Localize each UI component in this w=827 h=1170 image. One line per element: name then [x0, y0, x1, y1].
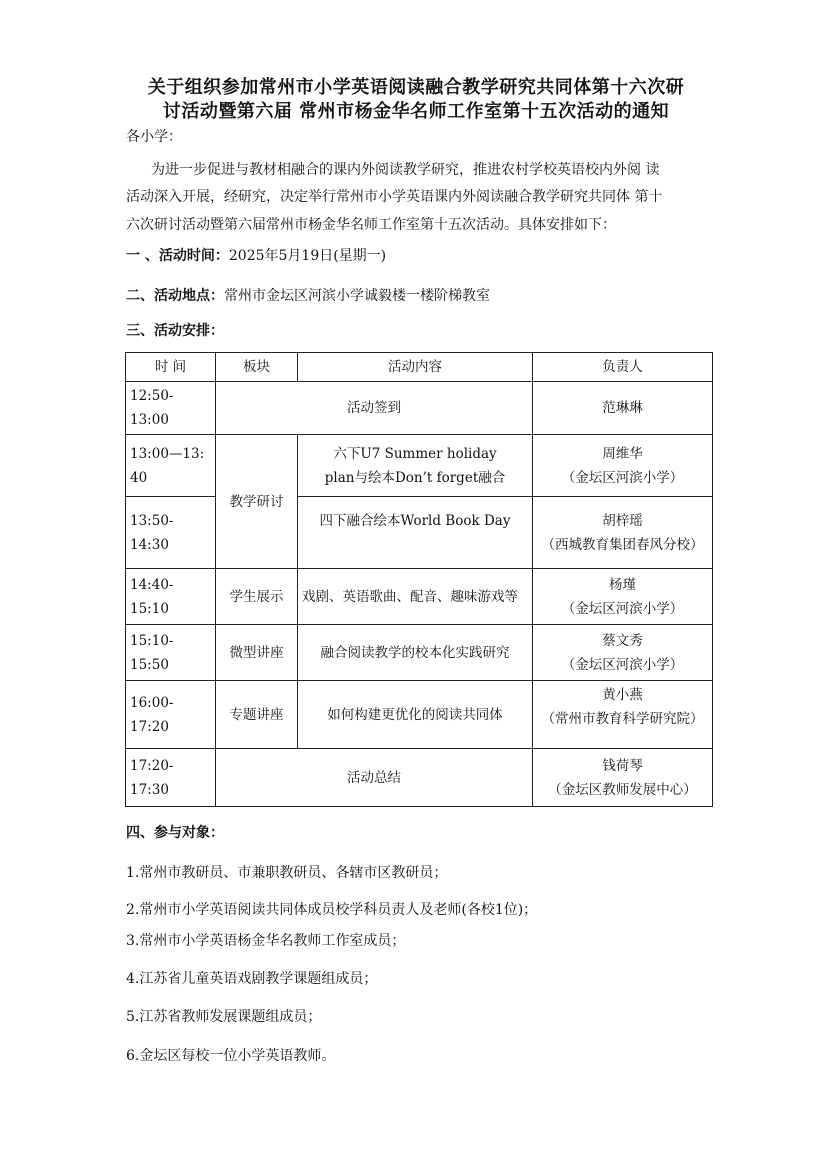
intro-line-1: 为进一步促进与教材相融合的课内外阅读教学研究，推进农村学校英语校内外阅 读 [151, 162, 660, 178]
table-row [126, 569, 713, 625]
intro-line-3: 六次研讨活动暨第六届常州市杨金华名师工作室第十五次活动。具体安排如下： [126, 217, 616, 233]
row-time: 13:00—13:40 [126, 435, 216, 497]
row-time: 14:40-15:10 [126, 569, 216, 625]
row-block: 教学研讨 [216, 435, 298, 569]
title-line-1: 关于组织参加常州市小学英语阅读融合教学研究共同体第十六次研 [147, 77, 685, 98]
person-name: 钱荷琴 [602, 757, 643, 774]
row-content: 活动签到 [216, 382, 533, 435]
list-item: 5.江苏省教师发展课题组成员； [126, 1009, 322, 1025]
row-person: 范琳琳 [533, 382, 713, 435]
header-time: 时 间 [126, 353, 216, 382]
section-location-value: 常州市金坛区河滨小学诚毅楼一楼阶梯教室 [224, 288, 490, 304]
person-org: （金坛区河滨小学） [561, 600, 684, 617]
person-name: 胡梓瑶 [602, 512, 643, 529]
title-line-2: 讨活动暨第六届 常州市杨金华名师工作室第十五次活动的通知 [162, 101, 670, 122]
row-content: 如何构建更优化的阅读共同体 [298, 681, 533, 749]
row-time: 12:50-13:00 [126, 382, 216, 435]
row-person [533, 749, 713, 807]
table-row [126, 625, 713, 681]
person-org: （金坛区教师发展中心） [548, 781, 697, 798]
person-name: 杨瑾 [609, 576, 636, 593]
table-row [126, 681, 713, 749]
row-time: 16:00-17:20 [126, 681, 216, 749]
header-content: 活动内容 [298, 353, 533, 382]
row-content: 融合阅读教学的校本化实践研究 [298, 625, 533, 681]
row-block: 专题讲座 [216, 681, 298, 749]
section-participants-label: 四、参与对象： [126, 825, 224, 841]
table-row [126, 435, 713, 497]
person-name: 黄小燕 [602, 687, 643, 703]
section-time-label: 一 、活动时间： [126, 248, 229, 264]
salutation: 各小学： [126, 129, 182, 145]
row-content: 四下融合绘本World Book Day [298, 497, 533, 569]
schedule-table [125, 352, 713, 807]
section-time [126, 246, 386, 266]
person-org: （金坛区河滨小学） [561, 469, 684, 486]
header-person: 负责人 [533, 353, 713, 382]
section-schedule-label: 三、活动安排： [126, 323, 224, 339]
row-person [533, 681, 713, 749]
row-block: 微型讲座 [216, 625, 298, 681]
header-block: 板块 [216, 353, 298, 382]
row-block: 学生展示 [216, 569, 298, 625]
intro-line-2: 活动深入开展，经研究，决定举行常州市小学英语课内外阅读融合教学研究共同体 第十 [126, 189, 663, 205]
table-row [126, 382, 713, 435]
table-row [126, 497, 713, 569]
row-person [533, 435, 713, 497]
person-name: 周维华 [602, 445, 643, 462]
table-header-row [126, 353, 713, 382]
row-person [533, 625, 713, 681]
row-time: 15:10-15:50 [126, 625, 216, 681]
list-item: 1.常州市教研员、市兼职教研员、各辖市区教研员； [126, 865, 448, 881]
list-item: 2.常州市小学英语阅读共同体成员校学科员责人及老师(各校1位)； [126, 902, 538, 918]
person-org: （金坛区河滨小学） [561, 656, 684, 673]
row-content: 活动总结 [216, 749, 533, 807]
person-name: 蔡文秀 [602, 632, 643, 649]
content-line-2: plan与绘本Don’t forget融合 [324, 469, 506, 486]
section-time-value: 2025年5月19日(星期一) [228, 248, 387, 264]
section-location [126, 286, 490, 306]
person-org: （常州市教育科学研究院） [541, 711, 704, 727]
list-item: 4.江苏省儿童英语戏剧教学课题组成员； [126, 971, 378, 987]
row-content: 戏剧、英语歌曲、配音、趣味游戏等 [298, 569, 533, 625]
list-item: 6.金坛区每校一位小学英语教师。 [126, 1048, 336, 1064]
document-title [116, 76, 716, 124]
row-content [298, 435, 533, 497]
row-person [533, 569, 713, 625]
section-location-label: 二、活动地点： [126, 288, 224, 304]
person-org: （西城教育集团春风分校） [541, 536, 704, 553]
list-item: 3.常州市小学英语杨金华名教师工作室成员； [126, 933, 406, 949]
row-time: 13:50-14:30 [126, 497, 216, 569]
row-person [533, 497, 713, 569]
row-time: 17:20-17:30 [126, 749, 216, 807]
table-row [126, 749, 713, 807]
content-line-1: 六下U7 Summer holiday [333, 445, 497, 462]
